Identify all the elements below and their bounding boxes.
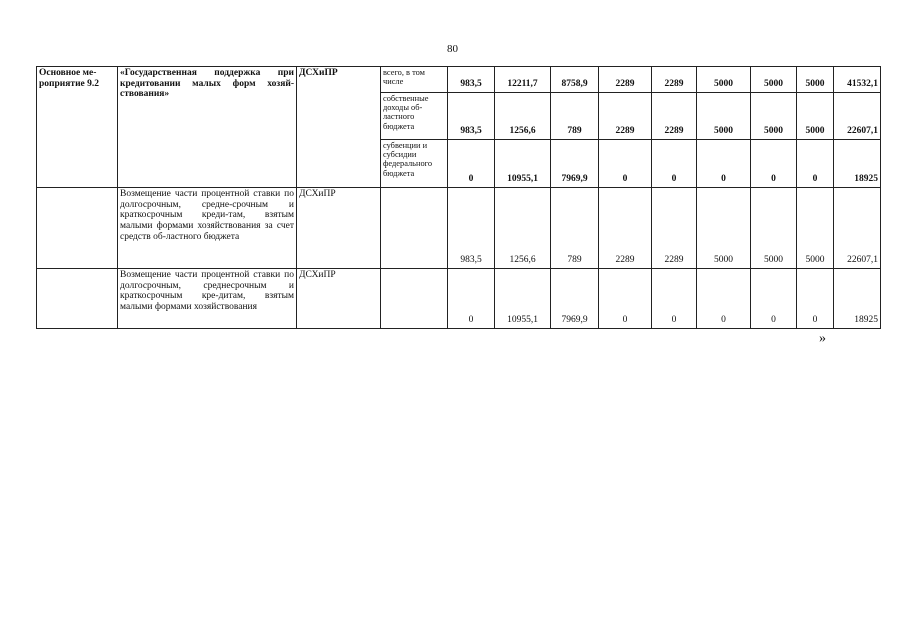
value-cell: 0 <box>448 140 495 188</box>
value-cell: 0 <box>599 140 652 188</box>
value-cell: 5000 <box>797 188 834 269</box>
value-cell: 0 <box>697 140 751 188</box>
value-cell: 10955,1 <box>495 269 551 329</box>
value-cell: 0 <box>652 269 697 329</box>
value-cell: 2289 <box>652 188 697 269</box>
subactivity-name: Возмещение части процентной ставки по долгосрочным, средне-срочным и краткосрочным креди-там, взятым малыми формами хозяйствования за счет средств об-ластного бюджета <box>118 188 297 269</box>
value-cell: 2289 <box>599 188 652 269</box>
table-row <box>37 67 881 93</box>
value-cell-total: 22607,1 <box>834 93 881 140</box>
value-cell: 2289 <box>652 93 697 140</box>
value-cell: 5000 <box>797 67 834 93</box>
value-cell: 5000 <box>751 93 797 140</box>
funding-source: субвенции и субсидии федерального бюджета <box>381 140 448 188</box>
value-cell: 789 <box>551 93 599 140</box>
closing-quote: » <box>819 331 826 346</box>
value-cell: 7969,9 <box>551 269 599 329</box>
value-cell: 1256,6 <box>495 188 551 269</box>
table-row <box>37 269 881 329</box>
value-cell: 0 <box>751 269 797 329</box>
page-number: 80 <box>447 43 458 55</box>
value-cell: 0 <box>751 140 797 188</box>
subactivity-executor: ДСХиПР <box>297 188 381 269</box>
empty-cell <box>37 269 118 329</box>
activity-executor: ДСХиПР <box>297 67 381 188</box>
value-cell: 2289 <box>652 67 697 93</box>
value-cell: 1256,6 <box>495 93 551 140</box>
value-cell-total: 18925 <box>834 269 881 329</box>
empty-cell <box>381 188 448 269</box>
budget-table <box>36 66 881 329</box>
value-cell: 12211,7 <box>495 67 551 93</box>
value-cell-total: 18925 <box>834 140 881 188</box>
value-cell: 5000 <box>797 93 834 140</box>
value-cell: 2289 <box>599 93 652 140</box>
value-cell: 5000 <box>751 188 797 269</box>
value-cell: 0 <box>599 269 652 329</box>
value-cell: 5000 <box>697 93 751 140</box>
value-cell: 0 <box>652 140 697 188</box>
funding-source: всего, в том числе <box>381 67 448 93</box>
activity-label: Основное ме-роприятие 9.2 <box>37 67 118 188</box>
subactivity-name: Возмещение части процентной ставки по долгосрочным, среднесрочным и краткосрочным кре-дитам, взятым малыми формами хозяйствования <box>118 269 297 329</box>
value-cell: 0 <box>797 140 834 188</box>
value-cell-total: 22607,1 <box>834 188 881 269</box>
value-cell: 8758,9 <box>551 67 599 93</box>
value-cell: 0 <box>697 269 751 329</box>
value-cell: 5000 <box>697 188 751 269</box>
empty-cell <box>37 188 118 269</box>
value-cell: 789 <box>551 188 599 269</box>
value-cell: 7969,9 <box>551 140 599 188</box>
subactivity-executor: ДСХиПР <box>297 269 381 329</box>
activity-title: «Государственная поддержка при кредитовании малых форм хозяй-ствования» <box>118 67 297 188</box>
value-cell-total: 41532,1 <box>834 67 881 93</box>
value-cell: 983,5 <box>448 67 495 93</box>
value-cell: 2289 <box>599 67 652 93</box>
value-cell: 0 <box>448 269 495 329</box>
value-cell: 5000 <box>751 67 797 93</box>
value-cell: 983,5 <box>448 93 495 140</box>
funding-source: собственные доходы об-ластного бюджета <box>381 93 448 140</box>
table-row <box>37 188 881 269</box>
value-cell: 0 <box>797 269 834 329</box>
empty-cell <box>381 269 448 329</box>
value-cell: 5000 <box>697 67 751 93</box>
value-cell: 983,5 <box>448 188 495 269</box>
value-cell: 10955,1 <box>495 140 551 188</box>
